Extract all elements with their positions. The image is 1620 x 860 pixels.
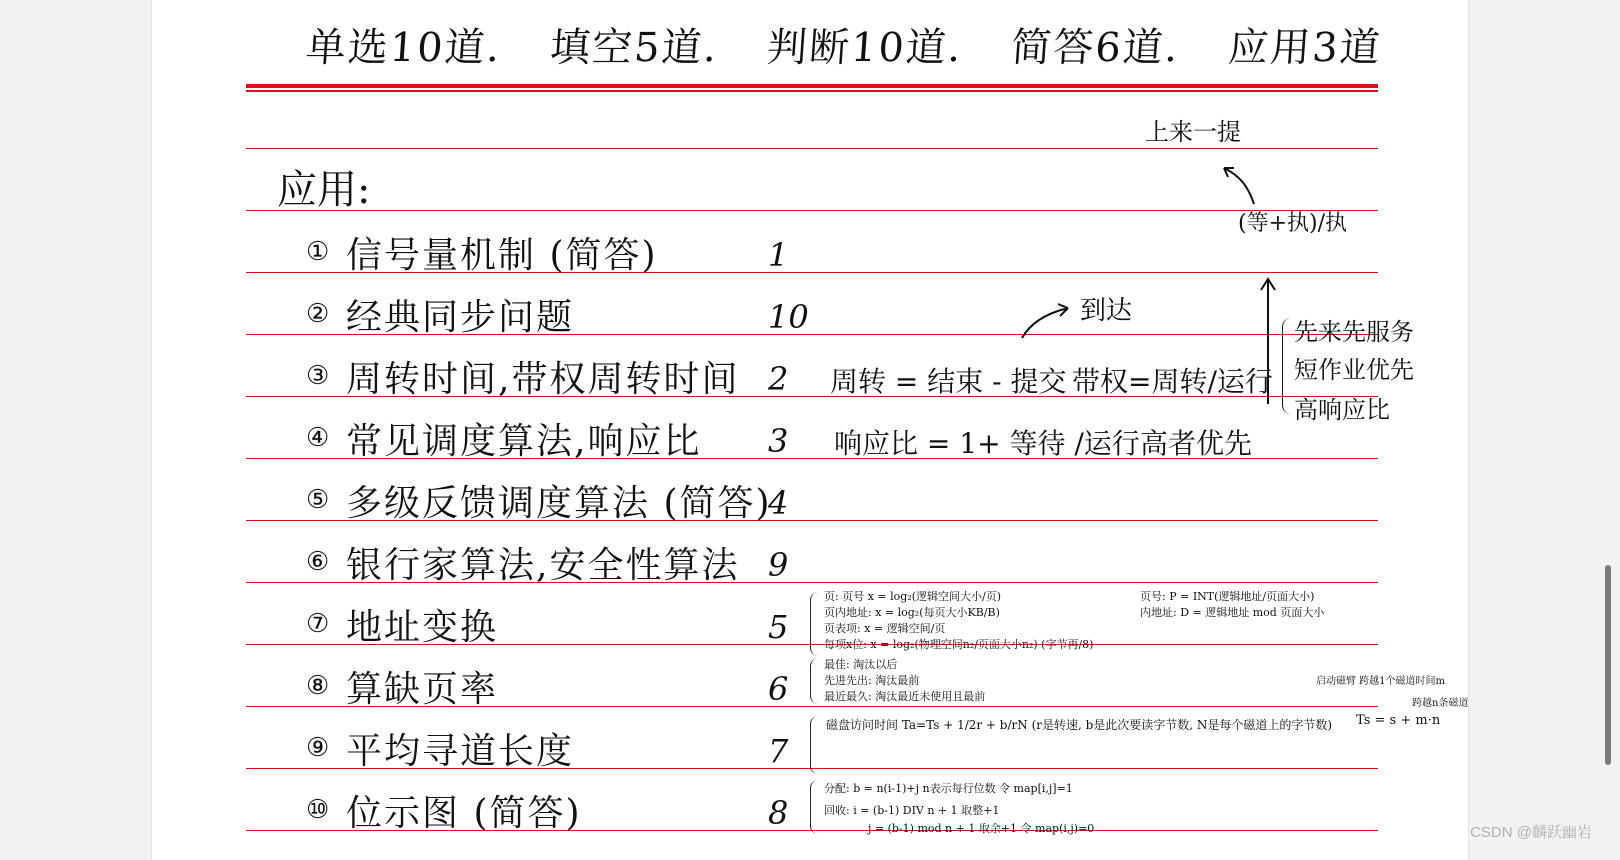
addr-note: 页内地址: x = log₂(每页大小KB/B) [824,606,1000,619]
list-item [306,284,574,344]
note-fcfs: 先来先服务 [1294,318,1414,346]
item-label: 信号量机制 (简答) [346,234,658,276]
bitmap-note: 分配: b = n(i-1)+j n表示每行位数 令 map[i,j]=1 [824,782,1073,795]
item-label: 周转时间,带权周转时间 [346,358,740,400]
title-underline-2 [246,90,1378,92]
item-label: 银行家算法,安全性算法 [346,544,740,586]
seek-note-right-bottom: 跨越n条磁道 [1412,698,1469,709]
list-item [306,408,701,468]
item-order: 8 [768,794,789,832]
seek-note-right: 启动磁臂 跨越1个磁道时间m [1316,676,1446,687]
item-order: 10 [768,298,809,336]
note-higher-first: 高者优先 [1140,427,1253,460]
item-number: ④ [306,423,330,453]
list-item [306,346,739,406]
item-number: ⑥ [306,547,330,577]
item-number: ⑧ [306,671,330,701]
item-number: ① [306,237,330,267]
title-application: 应用3道 [1226,25,1384,71]
arrow-up-left-icon [1218,160,1260,210]
item-label: 算缺页率 [346,668,499,710]
replace-note: 最佳: 淘汰以后 [824,658,898,671]
note-hrrn: 高响应比 [1294,396,1390,424]
item-label: 多级反馈调度算法 (简答) [346,482,772,524]
item-label: 位示图 (简答) [346,792,582,834]
addr-note: 页表项: x = 逻辑空间/页 [824,622,946,635]
list-item [306,718,574,778]
item-label: 地址变换 [346,606,499,648]
ruled-line [246,148,1378,149]
brace [810,780,821,834]
title-fill-blank: 填空5道. [548,25,720,71]
title-single-choice: 单选10道. [304,25,503,71]
item-number: ⑦ [306,609,330,639]
item-number: ⑨ [306,733,330,763]
addr-note: 页: 页号 x = log₂(逻辑空间大小/页) [824,590,1001,603]
list-item [306,656,498,716]
note-top-right: 上来一提 [1145,118,1241,146]
item-order: 6 [768,670,789,708]
seek-formula: Ts = s + m·n [1356,713,1441,728]
bitmap-note: j = (b-1) mod n + 1 取余+1 令 map(i,j)=0 [868,822,1095,835]
item-order: 9 [768,546,789,584]
note-arrive: 到达 [1080,296,1133,326]
item-label: 经典同步问题 [346,296,575,338]
list-item [306,594,498,654]
list-item [306,470,772,530]
title-short-answer: 简答6道. [1009,25,1182,71]
list-item [306,222,658,282]
note-turnaround: 周转 = 结束 - 提交 [830,365,1067,398]
note-response-ratio: 响应比 = 1+ 等待 /运行 [834,427,1140,460]
addr-note-right: 内地址: D = 逻辑地址 mod 页面大小 [1140,606,1325,619]
list-item [306,780,582,840]
item-number: ⑤ [306,485,330,515]
item-order: 7 [768,732,789,770]
replace-note: 先进先出: 淘汰最前 [824,674,920,687]
item-order: 5 [768,608,789,646]
replace-note: 最近最久: 淘汰最近未使用且最前 [824,690,986,703]
item-number: ② [306,299,330,329]
list-item [306,532,739,592]
note-weighted-turnaround: 带权=周转/运行 [1072,365,1273,398]
seek-note: 磁盘访问时间 Ta=Ts + 1/2r + b/rN (r是转速, b是此次要读字节数, N是每个磁道上的字节数) [826,718,1333,732]
item-number: ③ [306,361,330,391]
watermark: CSDN @麟跃幽岩 [1470,824,1592,841]
brace [810,592,821,656]
page-title [304,16,1384,73]
bitmap-note: 回收: i = (b-1) DIV n + 1 取整+1 [824,804,1000,817]
algo-brace [1282,318,1291,414]
section-heading: 应用: [277,167,371,213]
item-order: 2 [768,360,789,398]
item-order: 3 [768,422,789,460]
brace [810,658,821,704]
note-sjf: 短作业优先 [1294,356,1414,384]
ruled-line [246,210,1378,211]
item-label: 常见调度算法,响应比 [346,420,702,462]
title-true-false: 判断10道. [765,25,965,71]
item-number: ⑩ [306,795,330,825]
arrow-up-right-icon [1018,300,1074,342]
brace [810,716,821,774]
item-label: 平均寻道长度 [346,730,575,772]
addr-note: 每项x位: x = log₂(物理空间n₂/页面大小n₂) (字节再/8) [824,638,1094,651]
addr-note-right: 页号: P = INT(逻辑地址/页面大小) [1140,590,1315,603]
note-response-formula: (等+执)/执 [1238,211,1348,236]
title-underline [246,84,1378,88]
item-order: 4 [768,484,789,522]
item-order: 1 [768,236,789,274]
scrollbar-thumb[interactable] [1605,565,1611,765]
